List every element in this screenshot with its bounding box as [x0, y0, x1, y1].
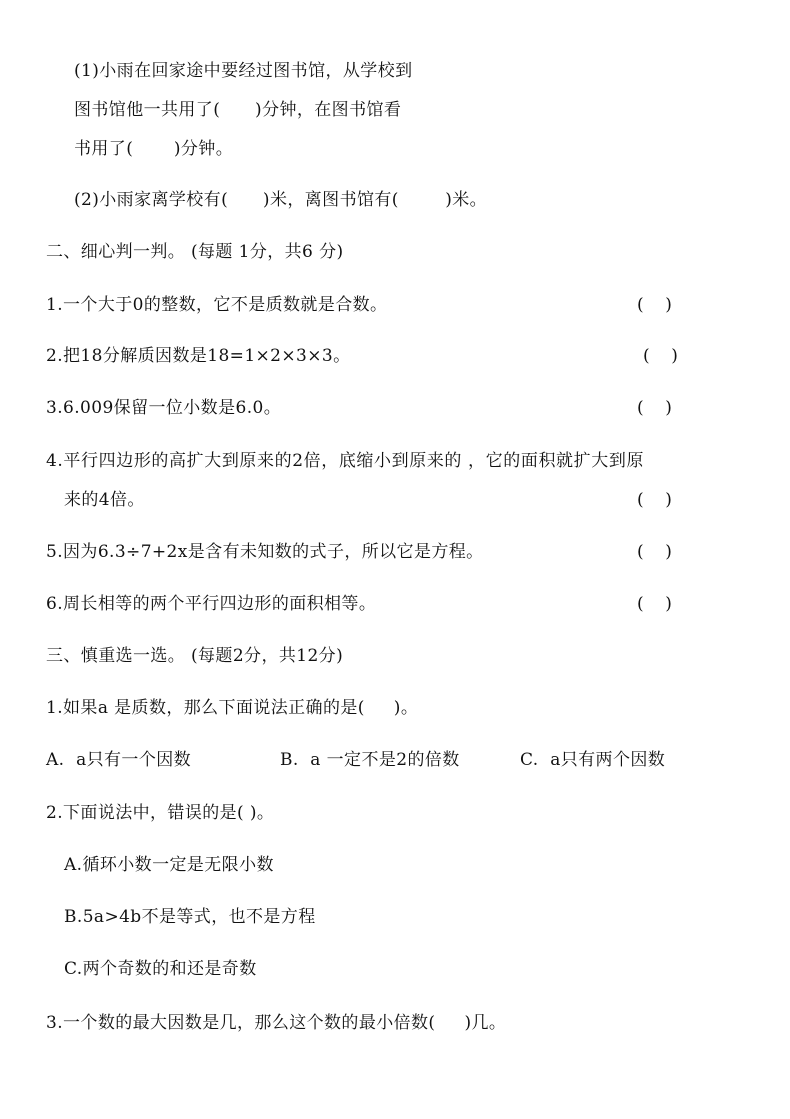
judge-answer-blank-1: ( ) [637, 295, 672, 315]
choice-q2-option-c: C.两个奇数的和还是奇数 [64, 959, 257, 979]
choice-q1-option-c: C. a只有两个因数 [520, 750, 666, 770]
question-1-line-1: (1)小雨在回家途中要经过图书馆，从学校到 [74, 61, 413, 81]
judge-answer-blank-5: ( ) [637, 542, 672, 562]
judge-item-3: 3.6.009保留一位小数是6.0。 [46, 398, 282, 418]
question-1-line-2: 图书馆他一共用了( )分钟，在图书馆看 [74, 100, 402, 120]
judge-item-6: 6.周长相等的两个平行四边形的面积相等。 [46, 594, 377, 614]
choice-question-2: 2.下面说法中，错误的是( )。 [46, 803, 275, 823]
question-2: (2)小雨家离学校有( )米，离图书馆有( )米。 [74, 190, 488, 210]
judge-answer-blank-3: ( ) [637, 398, 672, 418]
section-2-title: 二、细心判一判。 (每题 1分，共6 分) [46, 242, 344, 262]
judge-answer-blank-2: ( ) [643, 346, 678, 366]
choice-q1-option-a: A. a只有一个因数 [46, 750, 192, 770]
choice-q2-option-b: B.5a>4b不是等式，也不是方程 [64, 907, 316, 927]
judge-answer-blank-4: ( ) [637, 490, 672, 510]
choice-question-1: 1.如果a 是质数，那么下面说法正确的是( )。 [46, 698, 419, 718]
choice-q1-option-b: B. a 一定不是2的倍数 [280, 750, 460, 770]
choice-question-3: 3.一个数的最大因数是几，那么这个数的最小倍数( )几。 [46, 1013, 507, 1033]
judge-item-4-line-2: 来的4倍。 [64, 490, 145, 510]
judge-item-4-line-1: 4.平行四边形的高扩大到原来的2倍，底缩小到原来的 ，它的面积就扩大到原 [46, 451, 645, 471]
choice-q2-option-a: A.循环小数一定是无限小数 [64, 855, 274, 875]
judge-item-2: 2.把18分解质因数是18=1×2×3×3。 [46, 346, 351, 366]
judge-item-5: 5.因为6.3÷7+2x是含有未知数的式子，所以它是方程。 [46, 542, 484, 562]
judge-answer-blank-6: ( ) [637, 594, 672, 614]
question-1-line-3: 书用了( )分钟。 [74, 139, 234, 159]
judge-item-1: 1.一个大于0的整数，它不是质数就是合数。 [46, 295, 388, 315]
section-3-title: 三、慎重选一选。 (每题2分，共12分) [46, 646, 344, 666]
